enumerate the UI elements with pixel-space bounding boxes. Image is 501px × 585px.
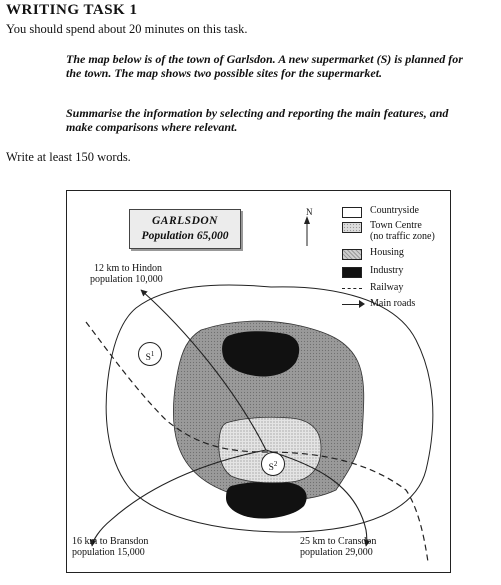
label-cransdon-population: population 29,000 [300, 547, 373, 558]
label-bransdon-population: population 15,000 [72, 547, 145, 558]
site-s1-letter: S [145, 353, 151, 364]
label-cransdon: 25 km to Cransdon [300, 536, 377, 547]
site-s2-letter: S [268, 463, 274, 474]
site-s1 [138, 342, 162, 366]
task-description: The map below is of the town of Garlsdon. A new supermarket (S) is planned for the town. The map shows two possible sites for the supermarket. [66, 52, 463, 80]
town-name: GARLSDON [152, 215, 218, 227]
town-population: Population 65,000 [141, 230, 229, 242]
countryside-swatch [342, 207, 362, 218]
site-s1-number: 1 [150, 350, 155, 358]
legend-housing-label: Housing [370, 247, 404, 258]
time-instruction: You should spend about 20 minutes on this task. [6, 22, 248, 36]
site-s2 [261, 452, 285, 476]
label-hindon: 12 km to Hindon [94, 263, 163, 274]
main-road-arrow-icon [359, 300, 365, 308]
label-bransdon: 16 km to Bransdon [72, 536, 149, 547]
word-count-instruction: Write at least 150 words. [6, 150, 131, 164]
task-heading: WRITING TASK 1 [6, 2, 138, 18]
site-s2-number: 2 [273, 460, 278, 468]
task-summary-instruction: Summarise the information by selecting and reporting the main features, and make comparisons where relevant. [66, 106, 449, 134]
legend-town-centre-label: Town Centre (no traffic zone) [370, 220, 435, 242]
label-hindon-population: population 10,000 [90, 274, 163, 285]
legend-industry-label: Industry [370, 265, 404, 276]
legend-countryside-label: Countryside [370, 205, 419, 216]
legend-countryside [342, 205, 462, 219]
industry-swatch [342, 267, 362, 278]
legend-housing [342, 247, 462, 261]
legend-main-roads [342, 298, 462, 312]
town-centre-swatch [342, 222, 362, 233]
legend-railway [342, 282, 462, 296]
legend-industry [342, 265, 462, 279]
housing-swatch [342, 249, 362, 260]
map-title-box [129, 209, 241, 249]
railway-swatch [342, 288, 362, 289]
legend-town-centre [342, 220, 462, 242]
legend-main-roads-label: Main roads [370, 298, 416, 309]
legend-railway-label: Railway [370, 282, 404, 293]
north-label: N [306, 207, 313, 217]
